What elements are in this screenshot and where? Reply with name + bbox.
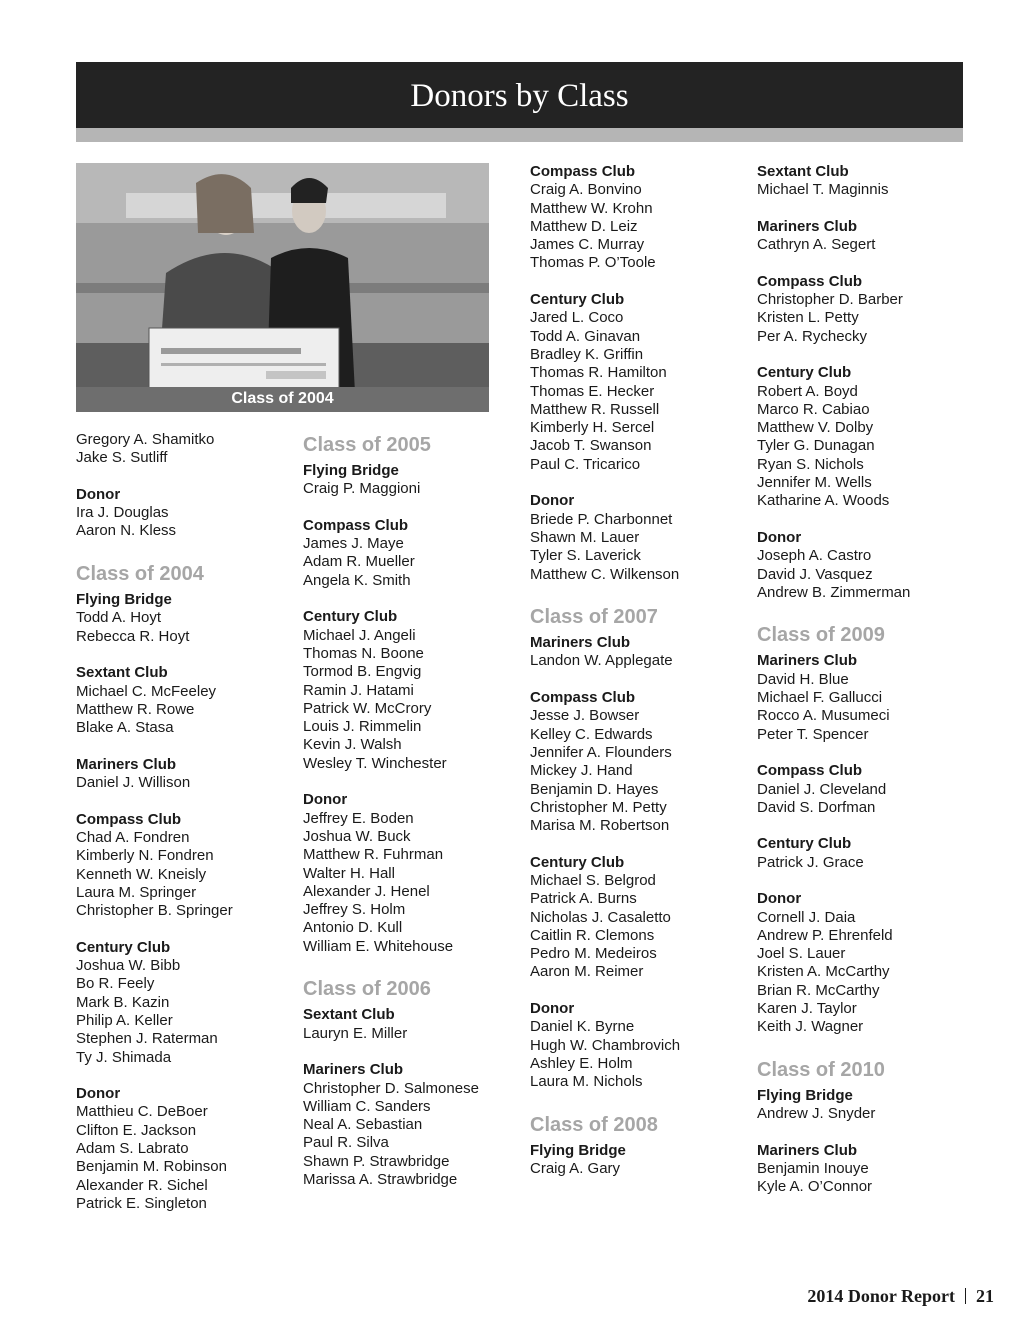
spacer <box>530 474 750 492</box>
club-heading: Compass Club <box>76 810 182 828</box>
donor-name: David J. Vasquez <box>757 565 873 583</box>
donor-name: Benjamin Inouye <box>757 1160 869 1178</box>
donor-name: Per A. Rychecky <box>757 327 868 345</box>
club-heading: Flying Bridge <box>76 591 172 609</box>
donor-name: Tyler S. Laverick <box>530 547 641 565</box>
donor-name: Jennifer A. Flounders <box>530 743 672 761</box>
donor-name: Hugh W. Chambrovich <box>530 1036 681 1054</box>
donor-name: Shawn P. Strawbridge <box>303 1152 450 1170</box>
class-photo <box>76 163 489 412</box>
club-heading: Donor <box>76 1085 121 1103</box>
donor-name: Lauryn E. Miller <box>303 1024 408 1042</box>
spacer <box>530 584 750 602</box>
donor-name: Craig A. Gary <box>530 1160 621 1178</box>
donor-name: Marco R. Cabiao <box>757 400 870 418</box>
spacer <box>303 956 523 974</box>
donor-name: Shawn M. Lauer <box>530 528 640 546</box>
donor-name: Caitlin R. Clemons <box>530 926 655 944</box>
donor-name: William C. Sanders <box>303 1097 431 1115</box>
spacer <box>76 920 296 938</box>
donor-name: Joseph A. Castro <box>757 547 872 565</box>
donor-name: Clifton E. Jackson <box>76 1121 197 1139</box>
donor-name: Craig A. Bonvino <box>530 181 642 199</box>
donor-name: Michael T. Maginnis <box>757 181 889 199</box>
donor-name: Matthew R. Fuhrman <box>303 846 444 864</box>
club-heading: Compass Club <box>303 516 409 534</box>
donor-name: David H. Blue <box>757 670 849 688</box>
donor-name: Todd A. Ginavan <box>530 327 641 345</box>
club-heading: Flying Bridge <box>530 1141 626 1159</box>
club-heading: Compass Club <box>530 689 636 707</box>
donor-name: Daniel K. Byrne <box>530 1018 635 1036</box>
spacer <box>757 872 977 890</box>
donor-name: Joshua W. Bibb <box>76 957 181 975</box>
donor-name: Peter T. Spencer <box>757 725 869 743</box>
donor-name: Mark B. Kazin <box>76 993 170 1011</box>
donor-name: Thomas P. O’Toole <box>530 254 656 272</box>
donor-name: Blake A. Stasa <box>76 719 174 737</box>
donor-name: Jeffrey E. Boden <box>303 809 414 827</box>
donor-name: Matthew R. Rowe <box>76 700 195 718</box>
club-heading: Sextant Club <box>303 1006 395 1024</box>
donor-name: Pedro M. Medeiros <box>530 945 657 963</box>
donor-name: Christopher M. Petty <box>530 798 667 816</box>
donor-name: Thomas R. Hamilton <box>530 364 667 382</box>
donor-name: Ira J. Douglas <box>76 504 169 522</box>
donor-name: Cathryn A. Segert <box>757 236 876 254</box>
donor-name: Rebecca R. Hoyt <box>76 627 190 645</box>
photo-image <box>76 163 489 412</box>
donor-name: Laura M. Nichols <box>530 1073 643 1091</box>
donor-name: Kristen L. Petty <box>757 309 859 327</box>
donor-name: Bo R. Feely <box>76 975 155 993</box>
donor-name: Ty J. Shimada <box>76 1048 172 1066</box>
donor-name: Jeffrey S. Holm <box>303 901 406 919</box>
donor-name: Antonio D. Kull <box>303 919 403 937</box>
donor-name: Ryan S. Nichols <box>757 455 864 473</box>
banner-underline <box>76 128 963 142</box>
donor-name: Patrick E. Singleton <box>76 1194 207 1212</box>
donor-name: Jared L. Coco <box>530 309 624 327</box>
donor-name: Kelley C. Edwards <box>530 725 653 743</box>
donor-name: Mickey J. Hand <box>530 762 633 780</box>
club-heading: Mariners Club <box>76 755 177 773</box>
donor-name: Robert A. Boyd <box>757 382 858 400</box>
class-heading: Class of 2008 <box>530 1113 658 1136</box>
club-heading: Donor <box>530 1000 575 1018</box>
donor-name: Philip A. Keller <box>76 1011 173 1029</box>
donor-name: Ramin J. Hatami <box>303 681 414 699</box>
club-heading: Donor <box>757 890 802 908</box>
donor-name: Nicholas J. Casaletto <box>530 908 671 926</box>
spacer <box>757 346 977 364</box>
donor-name: Louis J. Rimmelin <box>303 718 422 736</box>
donor-name: Michael J. Angeli <box>303 626 416 644</box>
spacer <box>76 541 296 559</box>
donor-name: Christopher D. Barber <box>757 291 903 309</box>
donor-name: Kimberly N. Fondren <box>76 847 214 865</box>
club-heading: Century Club <box>757 364 852 382</box>
club-heading: Flying Bridge <box>303 462 399 479</box>
spacer <box>757 817 977 835</box>
donor-name: Matthew C. Wilkenson <box>530 565 680 583</box>
donor-name: Tormod B. Engvig <box>303 663 422 681</box>
spacer <box>757 1124 977 1142</box>
page-title: Donors by Class <box>410 78 629 114</box>
donor-name: Patrick J. Grace <box>757 853 864 871</box>
spacer <box>76 737 296 755</box>
spacer <box>76 792 296 810</box>
footer-divider <box>965 1288 966 1304</box>
donor-name: Benjamin D. Hayes <box>530 780 659 798</box>
donor-name: David S. Dorfman <box>757 798 876 816</box>
donor-name: Jennifer M. Wells <box>757 474 872 492</box>
donor-name: Neal A. Sebastian <box>303 1116 423 1134</box>
club-heading: Donor <box>76 485 121 503</box>
donor-name: Matthieu C. DeBoer <box>76 1103 208 1121</box>
report-title: 2014 Donor Report <box>807 1286 955 1306</box>
club-heading: Mariners Club <box>757 217 858 235</box>
spacer <box>303 499 523 517</box>
spacer <box>757 200 977 218</box>
donor-name: Christopher B. Springer <box>76 902 233 920</box>
donor-name: Laura M. Springer <box>76 883 197 901</box>
donor-name: William E. Whitehouse <box>303 937 454 955</box>
donor-name: Alexander J. Henel <box>303 882 430 900</box>
donor-name: Ashley E. Holm <box>530 1054 633 1072</box>
donor-name: Briede P. Charbonnet <box>530 510 673 528</box>
page-footer <box>807 1286 994 1307</box>
donor-name: Chad A. Fondren <box>76 828 190 846</box>
donor-name: Craig P. Maggioni <box>303 480 421 498</box>
club-heading: Donor <box>530 492 575 510</box>
donor-name: Angela K. Smith <box>303 571 411 589</box>
donor-name: Alexander R. Sichel <box>76 1176 208 1194</box>
spacer <box>757 254 977 272</box>
donor-name: Christopher D. Salmonese <box>303 1079 479 1097</box>
spacer <box>757 744 977 762</box>
class-heading: Class of 2006 <box>303 978 431 1001</box>
spacer <box>530 835 750 853</box>
donor-name: Andrew B. Zimmerman <box>757 583 911 601</box>
club-heading: Compass Club <box>530 163 636 180</box>
class-heading: Class of 2009 <box>757 624 885 647</box>
donor-name: Kyle A. O’Connor <box>757 1178 873 1196</box>
donor-name: Michael S. Belgrod <box>530 871 656 889</box>
donor-name: Aaron N. Kless <box>76 522 177 540</box>
donor-name: Aaron M. Reimer <box>530 963 644 981</box>
donor-name: Jesse J. Bowser <box>530 707 640 725</box>
class-heading: Class of 2010 <box>757 1058 885 1081</box>
club-heading: Mariners Club <box>530 634 631 652</box>
donor-name: Marisa M. Robertson <box>530 817 670 835</box>
donor-name: Brian R. McCarthy <box>757 981 880 999</box>
donor-column-4 <box>757 163 977 1197</box>
donor-name: Landon W. Applegate <box>530 652 673 670</box>
donor-name: Katharine A. Woods <box>757 492 890 510</box>
class-heading: Class of 2005 <box>303 434 431 456</box>
donor-name: Patrick A. Burns <box>530 890 637 908</box>
donor-name: Bradley K. Griffin <box>530 345 644 363</box>
donor-name: Kenneth W. Kneisly <box>76 865 207 883</box>
donor-name: Rocco A. Musumeci <box>757 707 890 725</box>
club-heading: Century Club <box>757 835 852 853</box>
donor-name: Adam S. Labrato <box>76 1139 189 1157</box>
donor-name: Cornell J. Daia <box>757 908 856 926</box>
donor-name: Thomas E. Hecker <box>530 382 655 400</box>
page-number: 21 <box>976 1286 994 1306</box>
donor-name: Jake S. Sutliff <box>76 449 168 467</box>
donor-name: Michael C. McFeeley <box>76 682 217 700</box>
club-heading: Compass Club <box>757 272 863 290</box>
spacer <box>76 1067 296 1085</box>
donor-name: Kimberly H. Sercel <box>530 419 655 437</box>
spacer <box>303 590 523 608</box>
club-heading: Sextant Club <box>757 163 849 180</box>
donor-column-1 <box>76 431 296 1213</box>
donor-name: Stephen J. Raterman <box>76 1030 218 1048</box>
donor-name: Kristen A. McCarthy <box>757 963 890 981</box>
club-heading: Flying Bridge <box>757 1086 853 1104</box>
club-heading: Century Club <box>303 608 398 626</box>
spacer <box>530 671 750 689</box>
donor-name: James J. Maye <box>303 535 404 553</box>
spacer <box>530 273 750 291</box>
class-heading: Class of 2007 <box>530 606 658 629</box>
spacer <box>530 1092 750 1110</box>
donor-column-3 <box>530 163 750 1178</box>
donor-name: Andrew J. Snyder <box>757 1105 876 1123</box>
donor-name: Thomas N. Boone <box>303 644 424 662</box>
spacer <box>757 602 977 620</box>
donor-name: Paul R. Silva <box>303 1134 389 1152</box>
donor-name: Todd A. Hoyt <box>76 609 162 627</box>
spacer <box>76 468 296 486</box>
donor-name: Matthew D. Leiz <box>530 217 638 235</box>
donor-name: Kevin J. Walsh <box>303 736 402 754</box>
club-heading: Century Club <box>530 853 625 871</box>
club-heading: Sextant Club <box>76 664 168 682</box>
donor-name: Tyler G. Dunagan <box>757 437 875 455</box>
donor-name: Matthew W. Krohn <box>530 199 653 217</box>
club-heading: Century Club <box>530 291 625 309</box>
donor-name: Wesley T. Winchester <box>303 754 447 772</box>
class-heading: Class of 2004 <box>76 563 204 586</box>
club-heading: Mariners Club <box>757 1141 858 1159</box>
club-heading: Donor <box>303 791 348 809</box>
donor-name: Daniel J. Willison <box>76 774 191 792</box>
donor-name: James C. Murray <box>530 236 645 254</box>
spacer <box>530 982 750 1000</box>
donor-name: Joshua W. Buck <box>303 827 411 845</box>
spacer <box>757 511 977 529</box>
donor-name: Karen J. Taylor <box>757 1000 857 1018</box>
donor-name: Gregory A. Shamitko <box>76 431 215 448</box>
donor-name: Jacob T. Swanson <box>530 437 652 455</box>
donor-name: Daniel J. Cleveland <box>757 780 887 798</box>
club-heading: Mariners Club <box>757 652 858 670</box>
photo-caption: Class of 2004 <box>231 390 334 407</box>
donor-column-2 <box>303 430 523 1189</box>
club-heading: Mariners Club <box>303 1061 404 1079</box>
donor-name: Adam R. Mueller <box>303 553 415 571</box>
donor-name: Benjamin M. Robinson <box>76 1158 227 1176</box>
donor-name: Michael F. Gallucci <box>757 689 883 707</box>
club-heading: Compass Club <box>757 762 863 780</box>
donor-name: Joel S. Lauer <box>757 945 846 963</box>
donor-name: Matthew V. Dolby <box>757 419 874 437</box>
club-heading: Century Club <box>76 938 171 956</box>
donor-name: Paul C. Tricarico <box>530 455 641 473</box>
spacer <box>76 646 296 664</box>
donor-name: Patrick W. McCrory <box>303 699 432 717</box>
spacer <box>303 773 523 791</box>
donor-name: Keith J. Wagner <box>757 1018 864 1036</box>
spacer <box>303 1043 523 1061</box>
spacer <box>757 1037 977 1055</box>
donor-name: Matthew R. Russell <box>530 400 660 418</box>
donor-name: Walter H. Hall <box>303 864 395 882</box>
club-heading: Donor <box>757 528 802 546</box>
donor-name: Andrew P. Ehrenfeld <box>757 926 893 944</box>
donor-name: Marissa A. Strawbridge <box>303 1170 458 1188</box>
